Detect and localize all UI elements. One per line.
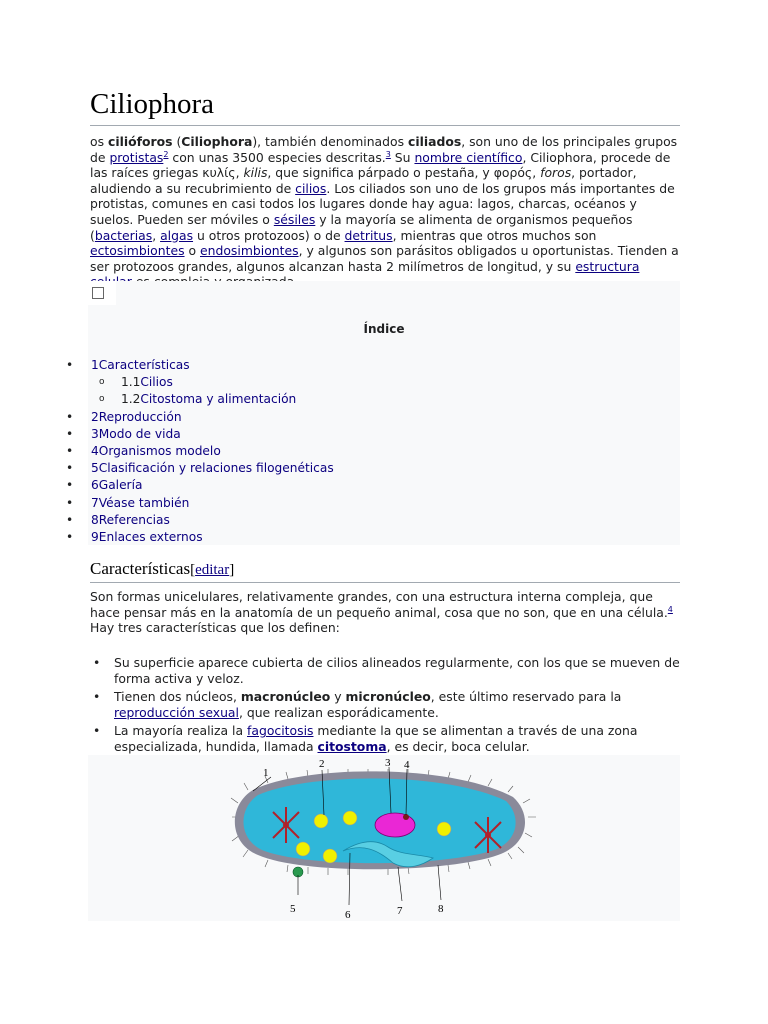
item-text: , es decir, boca celular. [386,738,530,754]
link-sesiles[interactable]: sésiles [273,211,316,227]
bracket: [ [190,562,196,578]
intro-text: , que significa párpado o pestaña, y [267,165,494,181]
list-item [90,689,680,720]
intro-text: , son uno de los principales grupos de [90,134,678,165]
intro-text: , [152,227,161,243]
ref-4[interactable]: 4 [667,604,673,614]
toc-label[interactable]: Reproducción [98,409,182,424]
bracket: ] [229,562,235,578]
bullet: • [66,461,74,476]
intro-text: , [235,165,244,181]
toc-number: 1 [91,358,99,372]
edit-link[interactable]: editar [195,562,230,578]
toc-title: Índice [363,322,405,336]
item-text: La mayoría realiza la [114,723,248,739]
link-detritus[interactable]: detritus [344,227,393,243]
greek-word: φορός [493,165,533,181]
characteristics-list [90,655,680,758]
label-2: 2 [319,758,325,770]
list-item [90,723,680,754]
link-ectosimbiontes[interactable]: ectosimbiontes [90,243,185,259]
page-title: Ciliophora [90,88,215,120]
link-protistas[interactable]: protistas [109,149,164,165]
toc-number: 9 [91,529,99,544]
label-5: 5 [290,903,296,915]
bullet: • [66,443,74,458]
intro-text: ( [172,134,182,149]
toc-item[interactable] [0,426,680,443]
item-text: mediante la que se alimentan a través de una zona especializada, hundida, llamada [114,723,638,754]
bullet: o [99,394,105,405]
toc-label[interactable]: Véase también [98,495,190,510]
intro-text: , Ciliophora, procede de las raíces griegas [90,149,671,181]
intro-text: u otros protozoos) o de [193,227,345,243]
vacuole-center [485,832,491,838]
label-1: 1 [263,767,269,779]
intro-italic: kilis [243,165,268,181]
toc-item[interactable] [0,443,680,460]
link-citostoma[interactable]: citostoma [317,738,387,754]
intro-text: , portador, aludiendo a su recubrimiento de [90,165,637,196]
link-estructura-celular[interactable]: estructura [575,258,640,274]
bullet: o [99,377,105,388]
toc-item[interactable] [0,357,680,374]
toc-list [0,357,680,546]
intro-bold: ciliados [408,134,462,149]
item-text: y [330,689,346,705]
paramecium-diagram [88,755,680,921]
intro-text: y la mayoría se alimenta de organismos pequeños ( [90,211,633,243]
toc-number: 1.1 [121,375,141,390]
toc-number: 8 [91,512,99,527]
toc-number: 6 [91,478,99,493]
item-text: , este último reservado para la [430,689,622,705]
item-text: Tienen dos núcleos, [114,689,241,705]
link-nombre-cientifico[interactable]: nombre científico [414,149,523,165]
toc-item[interactable] [0,460,680,477]
list-item [90,655,680,686]
intro-text: os [90,134,108,149]
bullet: • [93,723,101,739]
toc-number: 1.2 [121,392,141,407]
link-endosimbiontes[interactable]: endosimbiontes [200,243,299,259]
section-divider [90,582,680,583]
toc-number: 5 [91,461,99,476]
intro-text: , y algunos son parásitos obligados u oportunistas. Tienden a ser protozoos grandes, algunos alcanzan hasta 2 milímetros de longitud, y su [90,243,679,274]
toc-toggle-area [88,281,116,305]
toc-item[interactable] [0,529,680,546]
intro-text: , mientras que otros muchos son [392,227,597,243]
section-title: Características [90,559,191,578]
macronucleus [375,813,415,837]
ref-2[interactable]: 2 [163,149,169,159]
title-divider [90,125,680,126]
bullet: • [93,655,101,670]
bullet: • [66,512,74,527]
item-text: Su superficie aparece cubierta de cilios alineados regularmente, con los que se mueven de forma activa y veloz. [114,655,680,686]
toc-item[interactable] [0,495,680,512]
toc-label[interactable]: Galería [98,478,143,493]
intro-text: Su [390,149,415,165]
label-6: 6 [345,909,351,921]
toc-number: 7 [91,495,99,510]
item-bold: micronúcleo [345,689,431,705]
toc-label[interactable]: Modo de vida [98,426,181,441]
toc-label[interactable]: Enlaces externos [98,529,203,544]
toc-label[interactable]: Clasificación y relaciones filogenéticas [98,461,334,476]
intro-text: con unas 3500 especies descritas. [168,149,386,165]
toc-number: 3 [91,426,99,441]
intro-text: o [184,243,200,259]
greek-word: κυλίς [202,165,236,181]
paramecium-figure [88,755,680,921]
toc-number: 4 [91,443,99,458]
label-7: 7 [397,905,403,917]
toc-item[interactable] [0,391,680,408]
section-paragraph [90,589,680,636]
item-text: , que realizan esporádicamente. [238,704,439,720]
bullet: • [66,426,74,441]
toc-label[interactable]: Citostoma y alimentación [140,392,297,407]
toc-number: 2 [91,409,99,424]
bullet: • [66,495,74,510]
link-algas[interactable]: algas [160,227,194,243]
toc-label[interactable]: Organismos modelo [98,443,221,458]
bullet: • [66,358,74,372]
section-heading [90,559,234,579]
bullet: • [66,529,74,544]
toc-label[interactable]: Cilios [140,375,173,390]
link-cilios[interactable]: cilios [295,180,327,196]
link-fagocitosis[interactable]: fagocitosis [247,723,314,739]
toc-label[interactable]: Referencias [98,512,170,527]
toc-label[interactable]: Características [98,358,190,372]
toc-item[interactable] [0,374,680,391]
bullet: • [66,478,74,493]
intro-paragraph [90,134,680,290]
intro-text: . Los ciliados son uno de los grupos más importantes de protistas, comunes en casi todos los lugares donde hay agua: lagos, charcas, océanos y suelos. Pueden ser móviles o [90,180,675,227]
section-text: Son formas unicelulares, relativamente grandes, con una estructura interna compleja, que hace pensar más en la anatomía de un pequeño animal, cosa que no son, que en una célula. [90,589,668,620]
toc-item[interactable] [0,512,680,529]
intro-text: , [532,165,541,181]
link-reproduccion-sexual[interactable]: reproducción sexual [114,704,239,720]
link-bacterias[interactable]: bacterias [94,227,153,243]
label-3: 3 [385,757,391,769]
intro-bold: cilióforos [107,134,173,149]
intro-italic: foros [540,165,572,181]
toc-item[interactable] [0,477,680,494]
intro-text: ), también denominados [252,134,408,149]
ref-3[interactable]: 3 [385,149,391,159]
label-4: 4 [404,759,410,771]
item-bold: macronúcleo [240,689,331,705]
section-text: Hay tres características que los definen: [90,620,340,636]
intro-bold: Ciliophora [181,134,253,149]
label-8: 8 [438,903,444,915]
vacuole-center [283,822,289,828]
bullet: • [93,689,101,705]
toc-item[interactable] [0,409,680,426]
bullet: • [66,409,74,424]
toc-toggle-checkbox[interactable] [92,287,104,299]
